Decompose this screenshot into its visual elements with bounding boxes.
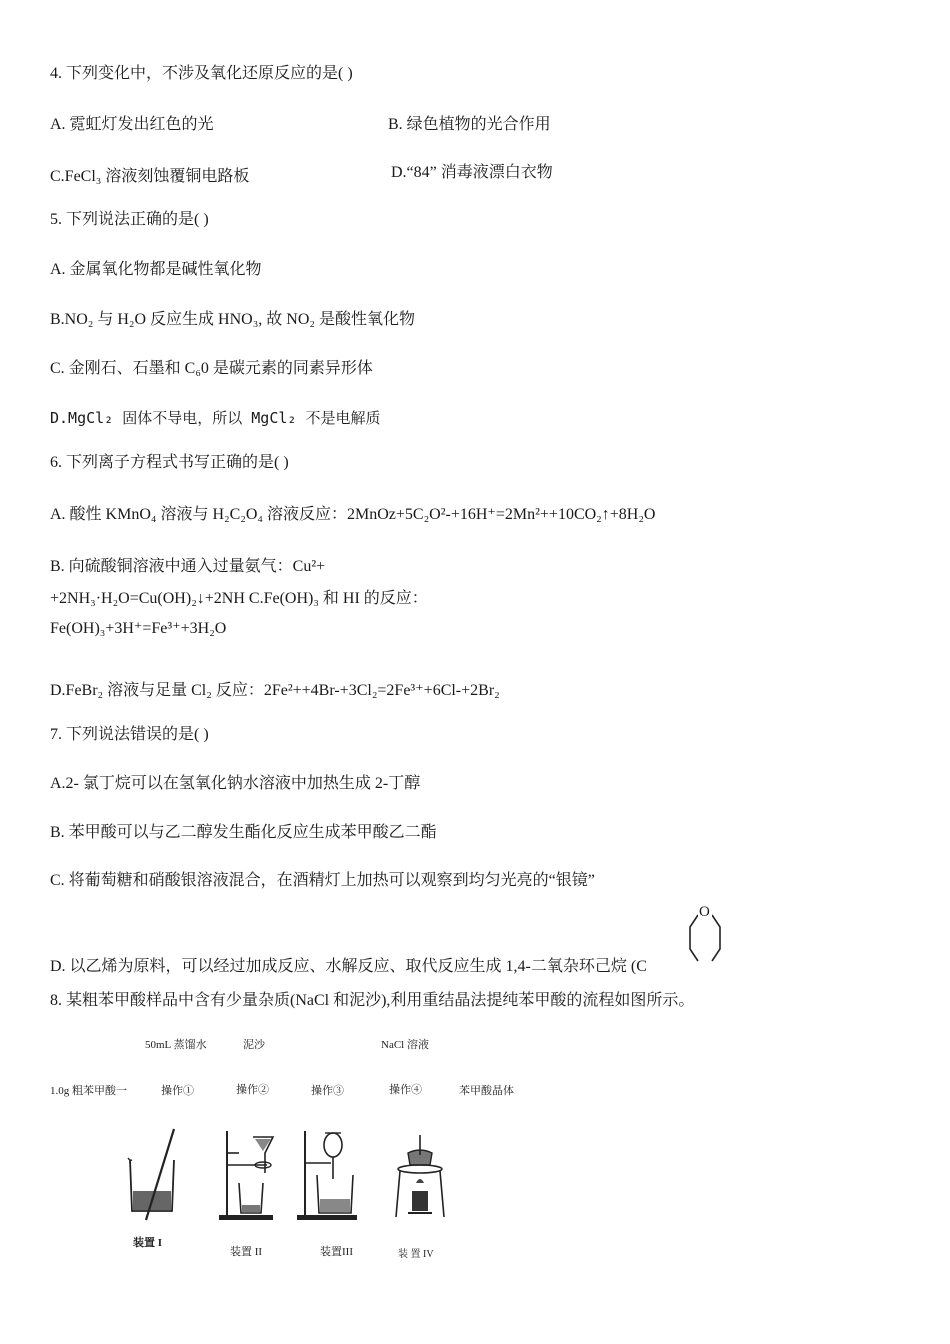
- flow-step-3: 操作③: [311, 1085, 344, 1097]
- q6-stem: 6. 下列离子方程式书写正确的是( ): [50, 454, 289, 471]
- q6-option-b-line2: +2NH₃·H₂O=Cu(OH)₂↓+2NH C.Fe(OH)₃ 和 HI 的反应：: [50, 590, 428, 607]
- q8-stem: 8. 某粗苯甲酸样品中含有少量杂质(NaCl 和泥沙),利用重结晶法提纯苯甲酸的流程如图所示。: [50, 992, 695, 1009]
- apparatus-3-funnel-icon: [295, 1125, 365, 1225]
- q4-stem: 4. 下列变化中，不涉及氧化还原反应的是( ): [50, 65, 353, 82]
- q7-option-b: B. 苯甲酸可以与乙二醇发生酯化反应生成苯甲酸乙二酯: [50, 824, 437, 841]
- flow-top-nacl: NaCl 溶液: [381, 1039, 429, 1051]
- q5-option-d: D.MgCl₂ 固体不导电，所以 MgCl₂ 不是电解质: [50, 409, 381, 427]
- q6-option-a: A. 酸性 KMnO₄ 溶液与 H₂C₂O₄ 溶液反应：2MnOz+5C₂O²-+16H⁺=2Mn²++10CO₂↑+8H₂O: [50, 506, 656, 523]
- q4-option-d: D.“84” 消毒液漂白衣物: [391, 164, 553, 181]
- q7-option-d: D. 以乙烯为原料，可以经过加成反应、水解反应、取代反应生成 1,4-二氧杂环己烷 (C: [50, 958, 647, 975]
- dioxane-structure: [682, 903, 742, 973]
- flow-start: 1.0g 粗苯甲酸一: [50, 1085, 127, 1097]
- q4-option-b: B. 绿色植物的光合作用: [388, 116, 551, 133]
- flow-top-sand: 泥沙: [243, 1039, 265, 1051]
- flow-end: 苯甲酸晶体: [459, 1085, 514, 1097]
- q5-option-b: B.NO₂ 与 H₂O 反应生成 HNO₃, 故 NO₂ 是酸性氧化物: [50, 311, 415, 328]
- q7-option-c: C. 将葡萄糖和硝酸银溶液混合，在酒精灯上加热可以观察到均匀光亮的“银镜”: [50, 872, 595, 889]
- flow-step-1: 操作①: [161, 1085, 194, 1097]
- apparatus-label-4: 装 置 IV: [398, 1249, 434, 1260]
- q6-option-d: D.FeBr₂ 溶液与足量 Cl₂ 反应：2Fe²++4Br-+3Cl₂=2Fe³⁺+6Cl-+2Br₂: [50, 682, 500, 699]
- flow-top-water: 50mL 蒸馏水: [145, 1039, 207, 1051]
- apparatus-2-filtration-icon: [215, 1125, 285, 1225]
- q4-option-c: C.FeCl₃ 溶液刻蚀覆铜电路板: [50, 168, 250, 185]
- q4-option-a: A. 霓虹灯发出红色的光: [50, 116, 214, 133]
- apparatus-label-2: 装置 II: [230, 1246, 263, 1258]
- q6-option-b-line1: B. 向硫酸铜溶液中通入过量氨气：Cu²+: [50, 558, 326, 575]
- apparatus-4-evaporation-icon: [390, 1125, 450, 1225]
- flow-step-2: 操作②: [236, 1084, 269, 1096]
- ring-oxygen-label: O: [699, 904, 710, 920]
- apparatus-1-beaker-icon: [124, 1125, 184, 1225]
- apparatus-label-3: 装置III: [320, 1246, 353, 1258]
- q6-option-b-line3: Fe(OH)₃+3H⁺=Fe³⁺+3H₂O: [50, 620, 227, 637]
- q5-stem: 5. 下列说法正确的是( ): [50, 211, 209, 228]
- apparatus-label-1: 装置 I: [133, 1237, 163, 1249]
- q5-option-a: A. 金属氧化物都是碱性氧化物: [50, 261, 262, 278]
- q7-option-a: A.2- 氯丁烷可以在氢氧化钠水溶液中加热生成 2-丁醇: [50, 775, 421, 792]
- q5-option-c: C. 金刚石、石墨和 C₆0 是碳元素的同素异形体: [50, 360, 373, 377]
- flow-step-4: 操作④: [389, 1084, 422, 1096]
- q7-stem: 7. 下列说法错误的是( ): [50, 726, 209, 743]
